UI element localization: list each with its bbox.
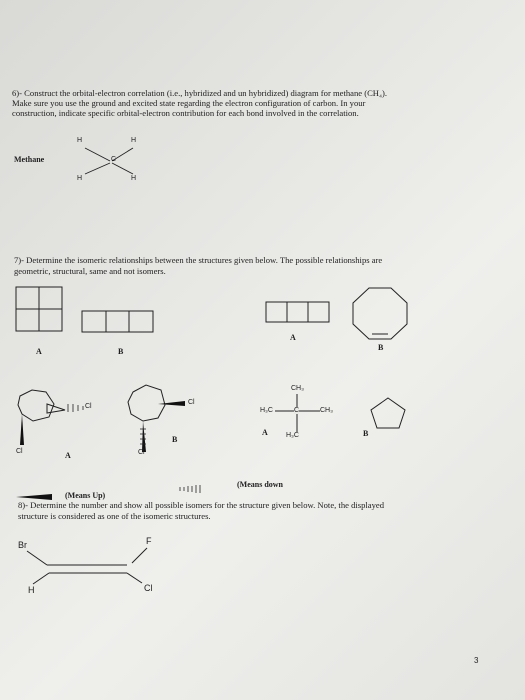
h3c-bottom: H₃C bbox=[286, 432, 299, 439]
q7-text-line-1: 7)- Determine the isomeric relationships between the structures given below. The possible relationships are bbox=[14, 255, 383, 265]
cl-b-wedge: Cl bbox=[188, 399, 195, 406]
ch3-right: CH₃ bbox=[320, 407, 333, 414]
legend-means-up: (Means Up) bbox=[65, 491, 106, 500]
q8-text-line-1: 8)- Determine the number and show all possible isomers for the structure given below. Note, the displayed bbox=[18, 500, 385, 510]
q7-label-b-4: B bbox=[363, 429, 369, 438]
q7-label-b-3: B bbox=[172, 435, 178, 444]
q7-label-a-1: A bbox=[36, 347, 42, 356]
q7-text-line-2: geometric, structural, same and not isomers. bbox=[14, 266, 166, 276]
q6-text-line-2: Make sure you use the ground and excited state regarding the electron configuration of carbon. In your bbox=[12, 98, 366, 108]
methane-h-bottom-right: H bbox=[131, 175, 137, 182]
central-carbon: C bbox=[294, 407, 300, 414]
cl-b-dash: Cl bbox=[138, 449, 145, 456]
methane-carbon: C bbox=[111, 156, 117, 163]
q7-label-b-1: B bbox=[118, 347, 124, 356]
q7-label-a-3: A bbox=[65, 451, 71, 460]
h3c-left: H₃C bbox=[260, 407, 273, 414]
methane-h-top-left: H bbox=[77, 137, 83, 144]
page-number: 3 bbox=[474, 656, 479, 665]
q6-text-line-1: 6)- Construct the orbital-electron correlation (i.e., hybridized and un hybridized) diagram for methane (CH₄). bbox=[12, 88, 388, 98]
ch3-top: CH₃ bbox=[291, 385, 304, 392]
q7-label-b-2: B bbox=[378, 343, 384, 352]
methane-h-bottom-left: H bbox=[77, 175, 83, 182]
q8-h: H bbox=[28, 585, 35, 595]
q8-br: Br bbox=[18, 540, 27, 550]
q8-f: F bbox=[146, 536, 152, 546]
q7-label-a-4: A bbox=[262, 428, 268, 437]
q8-cl: Cl bbox=[144, 583, 153, 593]
q8-text-line-2: structure is considered as one of the isomeric structures. bbox=[18, 511, 211, 521]
cl-a-dash: Cl bbox=[85, 403, 92, 410]
cl-a-wedge: Cl bbox=[16, 448, 23, 455]
q6-text-line-3: construction, indicate specific orbital-electron contribution for each bond involved in the correlation. bbox=[12, 108, 359, 118]
methane-label: Methane bbox=[14, 155, 45, 164]
q7-label-a-2: A bbox=[290, 333, 296, 342]
methane-h-top-right: H bbox=[131, 137, 137, 144]
legend-means-down: (Means down bbox=[237, 480, 284, 489]
